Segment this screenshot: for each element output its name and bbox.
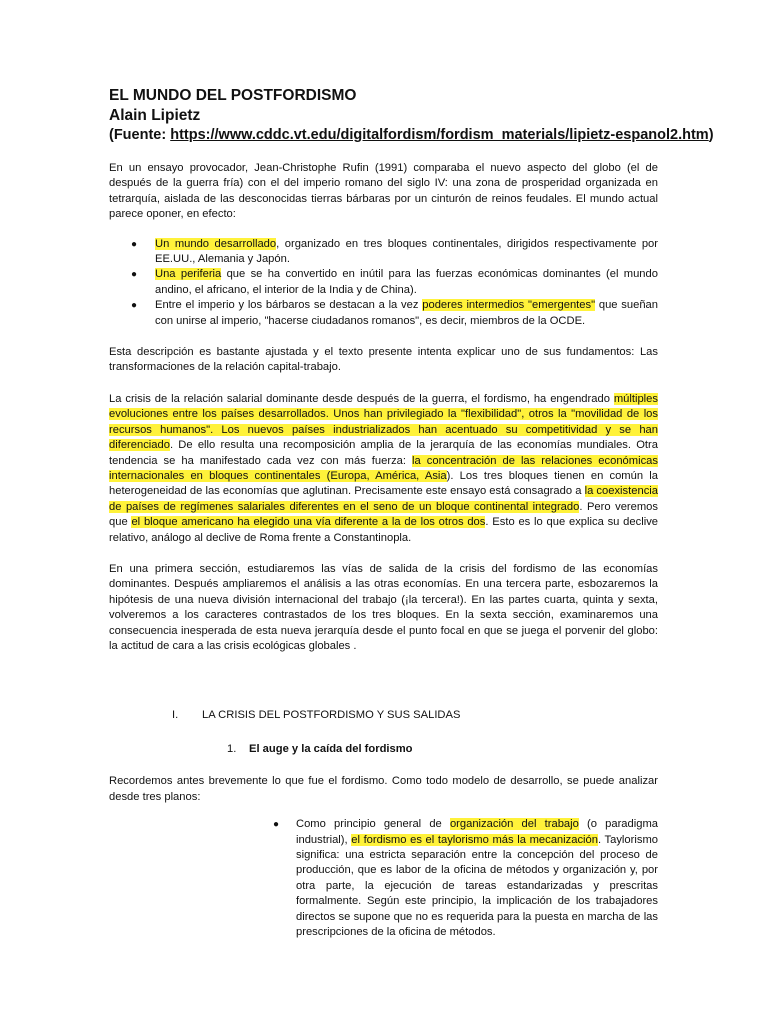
subsection-heading (109, 742, 658, 758)
paragraph-text: . Pero veremos que (109, 500, 658, 529)
bullet-text: Entre el imperio y los bárbaros se destacan a la vez (155, 299, 423, 312)
subsection-number: 1. (227, 743, 237, 756)
paragraph-text: ). Los tres bloques tienen en común la heterogeneidad de las economías que aglutinan. Precisamente este ensayo está consagrado a (109, 469, 658, 498)
bullet-text: que sueñan con unirse al imperio, "hacerse ciudadanos romanos", es decir, miembros de la OCDE. (155, 299, 658, 327)
sections-overview-paragraph: En una primera sección, estudiaremos las vías de salida de la crisis del fordismo de las economías dominantes. Después ampliaremos el análisis a las otras economías. En una tercera parte, esbozaremos la hipótesis de una nueva división internacional del trabajo (¡la tercera!). En las partes cuarta, quinta y sexta, volveremos a los caracteres contrastados de los tres bloques. En la sexta sección, examinaremos una consecuencia inesperada de esta nueva jerarquía desde el punto focal en que se juega el porvenir del globo: la actitud de cara a las crisis ecológicas globales . (109, 562, 658, 652)
bullet-text: . Taylorismo significa: una estricta separación entre la concepción del proceso de producción, que es labor de la oficina de métodos y organización y, por otra parte, la ejecución de tareas estandarizadas y prescritas formalmente. Según este principio, la implicación de los trabajadores directos se supone que no es requerida para la puesta en marcha de las prescripciones de la oficina de métodos. (296, 833, 658, 939)
highlighted-text: la concentración de las relaciones económicas internacionales en bloques continentales (Europa, América, Asia (109, 454, 658, 482)
section-heading (109, 708, 658, 724)
description-paragraph: Esta descripción es bastante ajustada y el texto presente intenta explicar uno de sus fundamentos: Las transformaciones de la relación capital-trabajo. (109, 346, 658, 374)
source-line (109, 126, 714, 145)
highlighted-text: organización del trabajo (449, 818, 579, 831)
bullet-icon: ● (131, 300, 138, 312)
bullet-item (109, 237, 658, 268)
highlighted-text: el bloque americano ha elegido una vía diferente a la de los otros dos (131, 516, 486, 529)
bullet-icon: ● (131, 269, 138, 281)
subsection-title: El auge y la caída del fordismo (249, 743, 413, 756)
fordism-intro-paragraph: Recordemos antes brevemente lo que fue el fordismo. Como todo modelo de desarrollo, se puede analizar desde tres planos: (109, 775, 658, 803)
fordism-bullet-list (109, 817, 658, 940)
highlighted-text: la coexistencia de países de regímenes salariales diferentes en el seno de un bloque continental integrado (109, 485, 658, 513)
crisis-paragraph (109, 392, 658, 546)
highlighted-text: poderes intermedios "emergentes" (422, 299, 596, 312)
source-prefix: (Fuente: (109, 127, 171, 143)
highlighted-text: múltiples evoluciones entre los países desarrollados. Unos han privilegiado la "flexibilidad", otros la "movilidad de los recursos humanos". Los nuevos países industrializados han acentuado su competitividad y se han diferenciado (109, 392, 658, 452)
bullet-item (109, 298, 658, 329)
highlighted-text: Un mundo desarrollado (155, 237, 277, 250)
world-bullet-list (109, 237, 658, 329)
document-content (109, 86, 714, 940)
paragraph-text: . De ello resulta una recomposición amplia de la jerarquía de las economías mundiales. Otra tendencia se ha manifestado cada vez con más fuerza: (109, 439, 658, 467)
paragraph-text: . Esto es lo que explica su declive relativo, análogo al declive de Roma frente a Constantinopla. (109, 516, 659, 544)
bullet-text: , organizado en tres bloques continentales, dirigidos respectivamente por EE.UU., Alemania y Japón. (155, 237, 658, 266)
source-link[interactable]: https://www.cddc.vt.edu/digitalfordism/fordism_materials/lipietz-espanol2.htm (170, 127, 709, 143)
bullet-icon: ● (273, 819, 280, 831)
bullet-item (109, 267, 658, 298)
bullet-text: que se ha convertido en inútil para las fuerzas económicas dominantes (el mundo andino, el africano, el interior de la India y de China). (155, 268, 658, 296)
highlighted-text: el fordismo es el taylorismo más la mecanización (351, 833, 598, 846)
section-number: I. (172, 709, 179, 722)
highlighted-text: Una periferia (155, 268, 222, 281)
source-suffix: ) (708, 127, 714, 143)
intro-paragraph: En un ensayo provocador, Jean-Christophe Rufin (1991) comparaba el nuevo aspecto del globo (el de después de la guerra fría) con el del imperio romano del siglo IV: una zona de prosperidad organizada en tetrarquía, aislada de las desconocidas tierras bárbaras por un cinturón de reinos feudales. El mundo actual parece oponer, en efecto: (109, 162, 658, 221)
bullet-item (273, 817, 658, 940)
bullet-text: (o paradigma industrial), (296, 818, 658, 846)
section-title: LA CRISIS DEL POSTFORDISMO Y SUS SALIDAS (202, 709, 461, 722)
document-author: Alain Lipietz (109, 107, 201, 124)
paragraph-text: La crisis de la relación salarial dominante desde después de la guerra, el fordismo, ha engendrado (109, 392, 614, 405)
bullet-text: Como principio general de (296, 818, 450, 831)
document-title: EL MUNDO DEL POSTFORDISMO (109, 87, 357, 104)
bullet-icon: ● (131, 238, 138, 250)
